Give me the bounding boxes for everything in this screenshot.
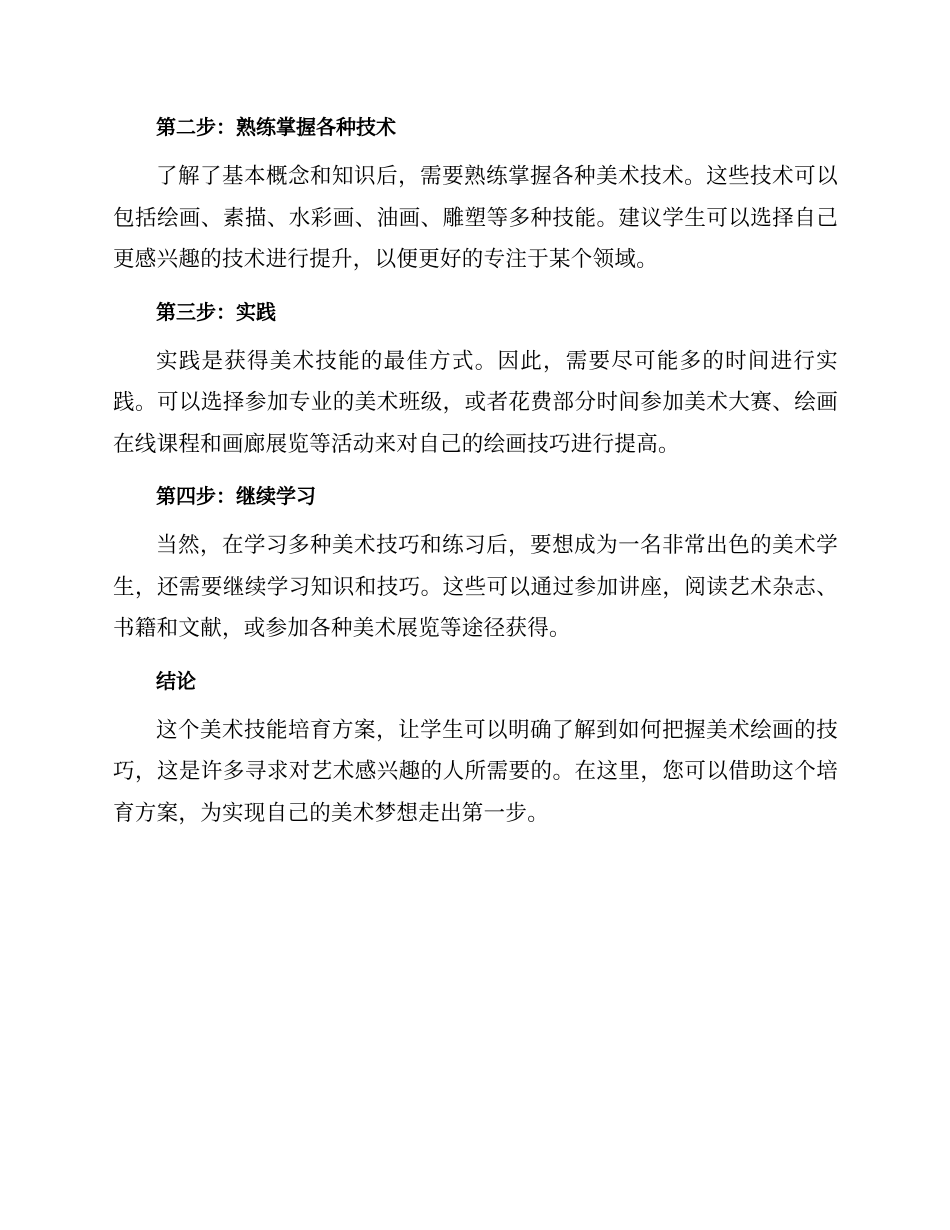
section-paragraph-step-four: 当然，在学习多种美术技巧和练习后，要想成为一名非常出色的美术学生，还需要继续学习知识和技巧。这些可以通过参加讲座，阅读艺术杂志、书籍和文献，或参加各种美术展览等途径获得。	[113, 533, 838, 641]
section-paragraph-step-two: 了解了基本概念和知识后，需要熟练掌握各种美术技术。这些技术可以包括绘画、素描、水彩画、油画、雕塑等多种技能。建议学生可以选择自己更感兴趣的技术进行提升，以便更好的专注于某个领域。	[113, 164, 838, 272]
document-body	[113, 108, 838, 846]
section-paragraph-step-three: 实践是获得美术技能的最佳方式。因此，需要尽可能多的时间进行实践。可以选择参加专业的美术班级，或者花费部分时间参加美术大赛、绘画在线课程和画廊展览等活动来对自己的绘画技巧进行提高。	[113, 348, 838, 457]
section-heading-step-two: 第二步：熟练掌握各种技术	[156, 115, 396, 139]
section-paragraph-conclusion: 这个美术技能培育方案，让学生可以明确了解到如何把握美术绘画的技巧，这是许多寻求对艺术感兴趣的人所需要的。在这里，您可以借助这个培育方案，为实现自己的美术梦想走出第一步。	[113, 717, 838, 826]
section-heading-step-three: 第三步：实践	[156, 299, 276, 324]
section-heading-step-four: 第四步：继续学习	[156, 484, 316, 508]
section-heading-conclusion: 结论	[156, 668, 196, 693]
